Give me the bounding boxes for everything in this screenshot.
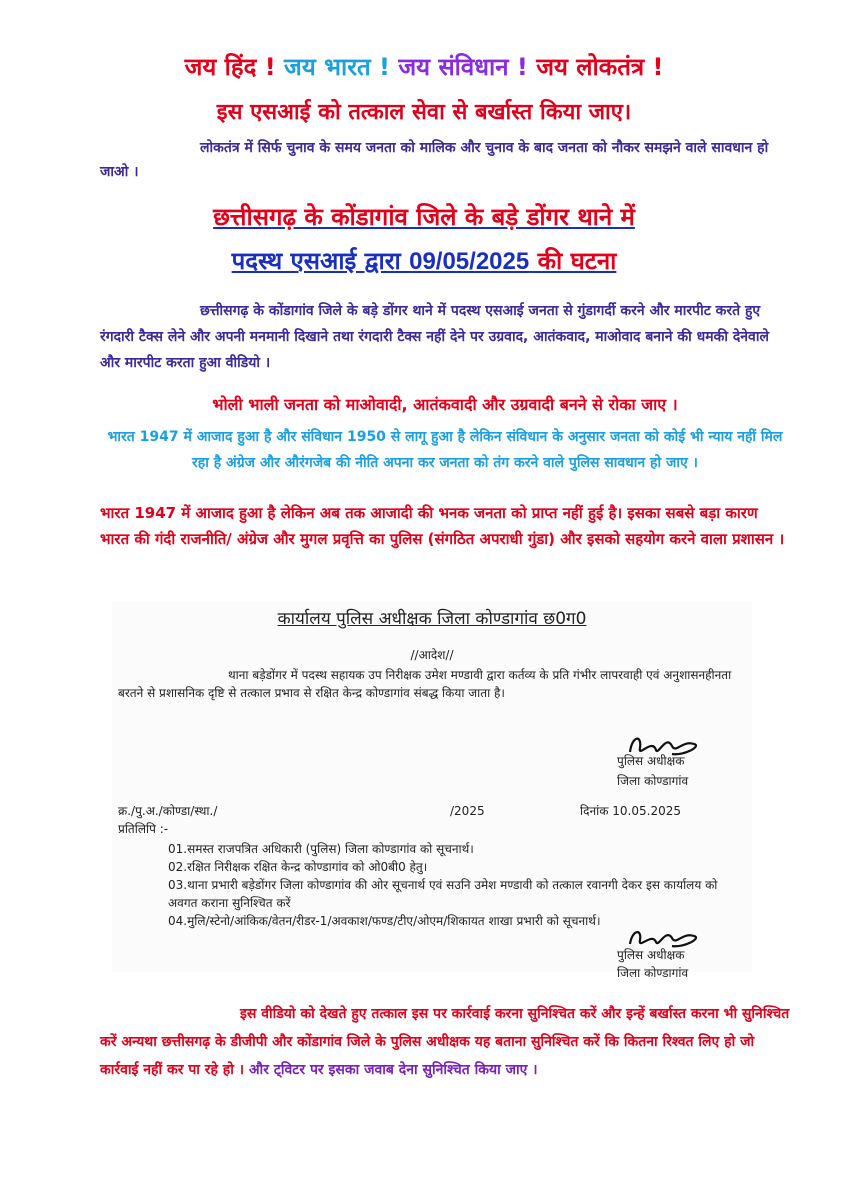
incident-title-line2 bbox=[0, 244, 848, 277]
order-ref-no: क्र./पु.अ./कोण्डा/स्था./ bbox=[118, 804, 218, 818]
dismissal-headline: इस एसआई को तत्काल सेवा से बर्खास्त किया जाए। bbox=[216, 100, 632, 125]
footer-twitter-text: और ट्विटर पर इसका जवाब देना सुनिश्चित किया जाए । bbox=[248, 1062, 538, 1078]
copy-item-1: 01.समस्त राजपत्रित अधिकारी (पुलिस) जिला कोण्डागांव को सूचनार्थ। bbox=[168, 842, 474, 856]
incident-description: छत्तीसगढ़ के कोंडागांव जिले के बड़े डोंगर थाने में पदस्थ एसआई जनता से गुंडागर्दी करने और मारपीट करते हुए रंगदारी टैक्स लेने और अपनी मनमानी दिखाने तथा रंगदारी टैक्स नहीं देने पर उग्रवाद, आतंकवाद, माओवाद बनाने की धमकी देनेवाले और मारपीट करता हुआ वीडियो । bbox=[100, 303, 769, 371]
slogan-jai-hind: जय हिंद ! bbox=[184, 53, 285, 81]
order-office: कार्यालय पुलिस अधीक्षक जिला कोण्डागांव छ0ग0 bbox=[277, 609, 587, 629]
appeal-text: भोली भाली जनता को माओवादी, आतंकवादी और उग्रवादी बनने से रोका जाए । bbox=[212, 395, 678, 414]
slogan-line bbox=[0, 50, 848, 83]
copy-item-2: 02.रक्षित निरीक्षक रक्षित केन्द्र कोण्डागांव को ओ0बी0 हेतु। bbox=[168, 860, 428, 874]
order-ref-year: /2025 bbox=[450, 804, 485, 818]
slogan-jai-samvidhan: जय संविधान ! bbox=[398, 53, 537, 81]
title-line1-text: छत्तीसगढ़ के कोंडागांव जिले के बड़े डोंगर थाने में bbox=[213, 203, 635, 231]
footer-demand bbox=[100, 1000, 790, 1084]
scanned-order bbox=[112, 602, 752, 980]
order-heading: //आदेश// bbox=[410, 648, 454, 662]
copy-item-4: 04.मुलि/स्टेनो/आंकिक/वेतन/रीडर-1/अवकाश/फण्ड/टीए/ओएम/शिकायत शाखा प्रभारी को सूचनार्थ। bbox=[168, 914, 601, 928]
signatory-district-2: जिला कोण्डागांव bbox=[617, 966, 689, 980]
warning-text: लोकतंत्र में सिर्फ चुनाव के समय जनता को मालिक और चुनाव के बाद जनता को नौकर समझने वाले सावधान हो जाओ । bbox=[100, 140, 769, 180]
order-text: थाना बड़ेडोंगर में पदस्थ सहायक उप निरीक्षक उमेश मण्डावी द्वारा कर्तव्य के प्रति गंभीर लापरवाही एवं अनुशासनहीनता बरतने से प्रशासनिक दृष्टि से तत्काल प्रभाव से रक्षित केन्द्र कोण्डागांव संबद्ध किया जाता है। bbox=[118, 668, 732, 700]
slogan-jai-bharat: जय भारत ! bbox=[284, 53, 399, 81]
signatory-district-1: जिला कोण्डागांव bbox=[617, 774, 689, 788]
title-line2-suffix: की घटना bbox=[529, 247, 617, 275]
order-date: दिनांक 10.05.2025 bbox=[580, 804, 681, 818]
slogan-jai-loktantra: जय लोकतंत्र ! bbox=[536, 53, 664, 81]
constitution-text: भारत 1947 में आजाद हुआ है और संविधान 1950 से लागू हुआ है लेकिन संविधान के अनुसार जनता को कोई भी न्याय नहीं मिल रहा है अंग्रेज और औरंगजेब की नीति अपना कर जनता को तंग करने वाले पुलिस सावधान हो जाए । bbox=[107, 429, 783, 471]
signatory-title-1: पुलिस अधीक्षक bbox=[617, 754, 685, 768]
title-date: 09/05/2025 bbox=[409, 248, 530, 275]
footer-demand-text: इस वीडियो को देखते हुए तत्काल इस पर कार्रवाई करना सुनिश्चित करें और इन्हें बर्खास्त करना भी सुनिश्चित करें अन्यथा छत्तीसगढ़ के डीजीपी और कोंडागांव जिले के पुलिस अधीक्षक यह बताना सुनिश्चित करें कि कितना रिश्वत लिए हो जो कार्रवाई नहीं कर पा रहे हो । bbox=[100, 1006, 790, 1078]
copy-label: प्रतिलिपि :- bbox=[118, 822, 169, 836]
freedom-text: भारत 1947 में आजाद हुआ है लेकिन अब तक आजादी की भनक जनता को प्राप्त नहीं हुई है। इसका सबसे बड़ा कारण भारत की गंदी राजनीति/ अंग्रेज और मुगल प्रवृत्ति का पुलिस (संगठित अपराधी गुंडा) और इसको सहयोग करने वाला प्रशासन । bbox=[100, 504, 785, 548]
copy-item-3: 03.थाना प्रभारी बड़ेडोंगर जिला कोण्डागांव की ओर सूचनार्थ एवं सउनि उमेश मण्डावी को तत्काल रवानगी देकर इस कार्यालय को अवगत कराना सुनिश्चित करें bbox=[168, 878, 718, 910]
incident-title-line1 bbox=[0, 200, 848, 233]
signatory-title-2: पुलिस अधीक्षक bbox=[617, 948, 685, 962]
title-line2-prefix: पदस्थ एसआई द्वारा bbox=[231, 247, 410, 275]
